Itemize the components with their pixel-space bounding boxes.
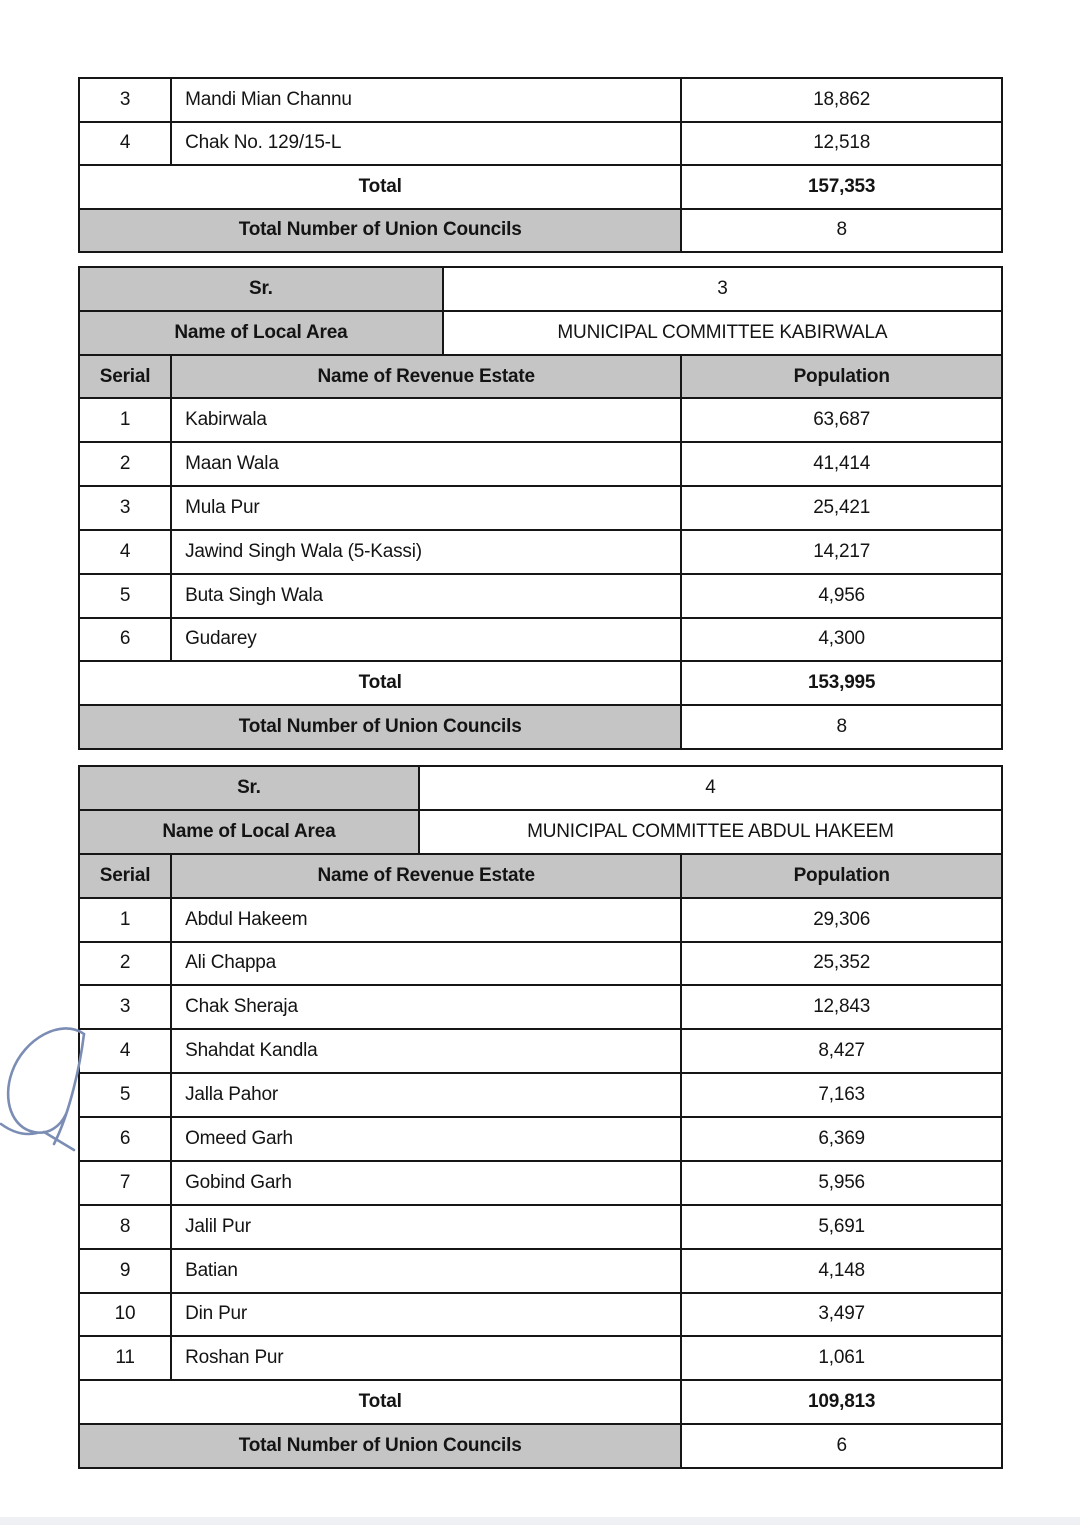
estate-name-cell: Mandi Mian Channu (172, 79, 682, 121)
population-cell: 29,306 (813, 908, 871, 930)
estate-name-cell: Abdul Hakeem (172, 899, 682, 941)
population-cell: 12,843 (813, 996, 871, 1018)
table-row (80, 531, 1001, 575)
union-councils-row (80, 1425, 1001, 1467)
estate-name-cell: Jalla Pahor (172, 1074, 682, 1116)
table-row (80, 575, 1001, 619)
scribble-cross (44, 1132, 74, 1150)
population-cell: 6,369 (818, 1127, 865, 1149)
local-area-label: Name of Local Area (80, 312, 444, 354)
union-councils-row (80, 210, 1001, 252)
estate-name-cell: Chak No. 129/15-L (172, 123, 682, 165)
population-cell: 4,956 (818, 584, 865, 606)
population-cell: 14,217 (813, 540, 871, 562)
table-row (80, 943, 1001, 987)
revenue-estate-column-header: Name of Revenue Estate (172, 855, 682, 897)
estate-name-cell: Maan Wala (172, 443, 682, 485)
estate-name-cell: Roshan Pur (172, 1337, 682, 1379)
union-councils-label: Total Number of Union Councils (80, 210, 682, 252)
serial-cell: 4 (80, 531, 172, 573)
serial-cell: 11 (80, 1337, 172, 1379)
union-councils-label: Total Number of Union Councils (80, 1425, 682, 1467)
revenue-estate-column-header: Name of Revenue Estate (172, 356, 682, 398)
estate-name-cell: Gobind Garh (172, 1162, 682, 1204)
estate-name-cell: Ali Chappa (172, 943, 682, 985)
estate-name-cell: Batian (172, 1250, 682, 1292)
table-row (80, 899, 1001, 943)
serial-cell: 1 (80, 899, 172, 941)
estate-name-cell: Buta Singh Wala (172, 575, 682, 617)
estate-name-cell: Omeed Garh (172, 1118, 682, 1160)
population-cell: 1,061 (818, 1347, 865, 1369)
table-row (80, 619, 1001, 663)
population-cell: 5,691 (818, 1215, 865, 1237)
serial-cell: 3 (80, 986, 172, 1028)
estate-name-cell: Shahdat Kandla (172, 1030, 682, 1072)
population-table-partial (78, 77, 1003, 253)
sr-label: Sr. (80, 268, 444, 310)
table-row (80, 1162, 1001, 1206)
column-header-row (80, 855, 1001, 899)
serial-cell: 3 (80, 79, 172, 121)
serial-cell: 5 (80, 1074, 172, 1116)
page-bottom-strip (0, 1517, 1080, 1525)
population-cell: 18,862 (813, 88, 871, 110)
serial-cell: 4 (80, 123, 172, 165)
population-cell: 25,421 (813, 496, 871, 518)
table-row (80, 1206, 1001, 1250)
serial-cell: 8 (80, 1206, 172, 1248)
table-row (80, 79, 1001, 123)
local-area-value: MUNICIPAL COMMITTEE ABDUL HAKEEM (527, 820, 894, 842)
sr-value: 4 (705, 776, 716, 798)
population-cell: 12,518 (813, 132, 871, 154)
population-column-header: Population (682, 356, 1001, 398)
population-table-kabirwala (78, 266, 1003, 750)
estate-name-cell: Jawind Singh Wala (5-Kassi) (172, 531, 682, 573)
population-cell: 7,163 (818, 1084, 865, 1106)
total-population-value: 153,995 (808, 672, 876, 694)
scribble-left-tail (1, 1124, 37, 1134)
table-row (80, 443, 1001, 487)
union-councils-label: Total Number of Union Councils (80, 706, 682, 748)
population-cell: 63,687 (813, 409, 871, 431)
serial-cell: 7 (80, 1162, 172, 1204)
estate-name-cell: Din Pur (172, 1294, 682, 1336)
estate-name-cell: Chak Sheraja (172, 986, 682, 1028)
population-cell: 4,148 (818, 1259, 865, 1281)
union-councils-count: 8 (836, 716, 847, 738)
union-councils-row (80, 706, 1001, 748)
pen-scribble-strokes (1, 1028, 84, 1150)
sr-label: Sr. (80, 767, 420, 809)
total-label: Total (80, 662, 682, 704)
local-area-value: MUNICIPAL COMMITTEE KABIRWALA (557, 321, 888, 343)
population-cell: 3,497 (818, 1303, 865, 1325)
table-row (80, 1250, 1001, 1294)
serial-column-header: Serial (80, 855, 172, 897)
estate-name-cell: Mula Pur (172, 487, 682, 529)
column-header-row (80, 356, 1001, 400)
serial-cell: 6 (80, 619, 172, 661)
estate-name-cell: Jalil Pur (172, 1206, 682, 1248)
serial-cell: 3 (80, 487, 172, 529)
union-councils-count: 8 (836, 219, 847, 241)
serial-cell: 6 (80, 1118, 172, 1160)
scribble-loop (8, 1028, 84, 1132)
population-table-abdul-hakeem (78, 765, 1003, 1469)
population-cell: 8,427 (818, 1040, 865, 1062)
total-label: Total (80, 166, 682, 208)
table-row (80, 986, 1001, 1030)
serial-cell: 4 (80, 1030, 172, 1072)
union-councils-count: 6 (836, 1435, 847, 1457)
table-row (80, 399, 1001, 443)
serial-cell: 10 (80, 1294, 172, 1336)
table-row (80, 123, 1001, 167)
table-row (80, 1030, 1001, 1074)
table-row (80, 1074, 1001, 1118)
estate-name-cell: Kabirwala (172, 399, 682, 441)
serial-cell: 2 (80, 943, 172, 985)
table-row (80, 487, 1001, 531)
sr-row (80, 767, 1001, 811)
population-cell: 41,414 (813, 453, 871, 475)
serial-column-header: Serial (80, 356, 172, 398)
sr-value: 3 (717, 277, 728, 299)
estate-name-cell: Gudarey (172, 619, 682, 661)
local-area-row (80, 811, 1001, 855)
serial-cell: 2 (80, 443, 172, 485)
serial-cell: 5 (80, 575, 172, 617)
serial-cell: 1 (80, 399, 172, 441)
total-row (80, 166, 1001, 210)
total-row (80, 1381, 1001, 1425)
table-row (80, 1337, 1001, 1381)
serial-cell: 9 (80, 1250, 172, 1292)
total-label: Total (80, 1381, 682, 1423)
population-cell: 25,352 (813, 952, 871, 974)
table-row (80, 1294, 1001, 1338)
total-population-value: 157,353 (808, 175, 876, 197)
total-population-value: 109,813 (808, 1391, 876, 1413)
population-column-header: Population (682, 855, 1001, 897)
total-row (80, 662, 1001, 706)
sr-row (80, 268, 1001, 312)
population-cell: 4,300 (818, 628, 865, 650)
local-area-row (80, 312, 1001, 356)
population-cell: 5,956 (818, 1171, 865, 1193)
local-area-label: Name of Local Area (80, 811, 420, 853)
table-row (80, 1118, 1001, 1162)
